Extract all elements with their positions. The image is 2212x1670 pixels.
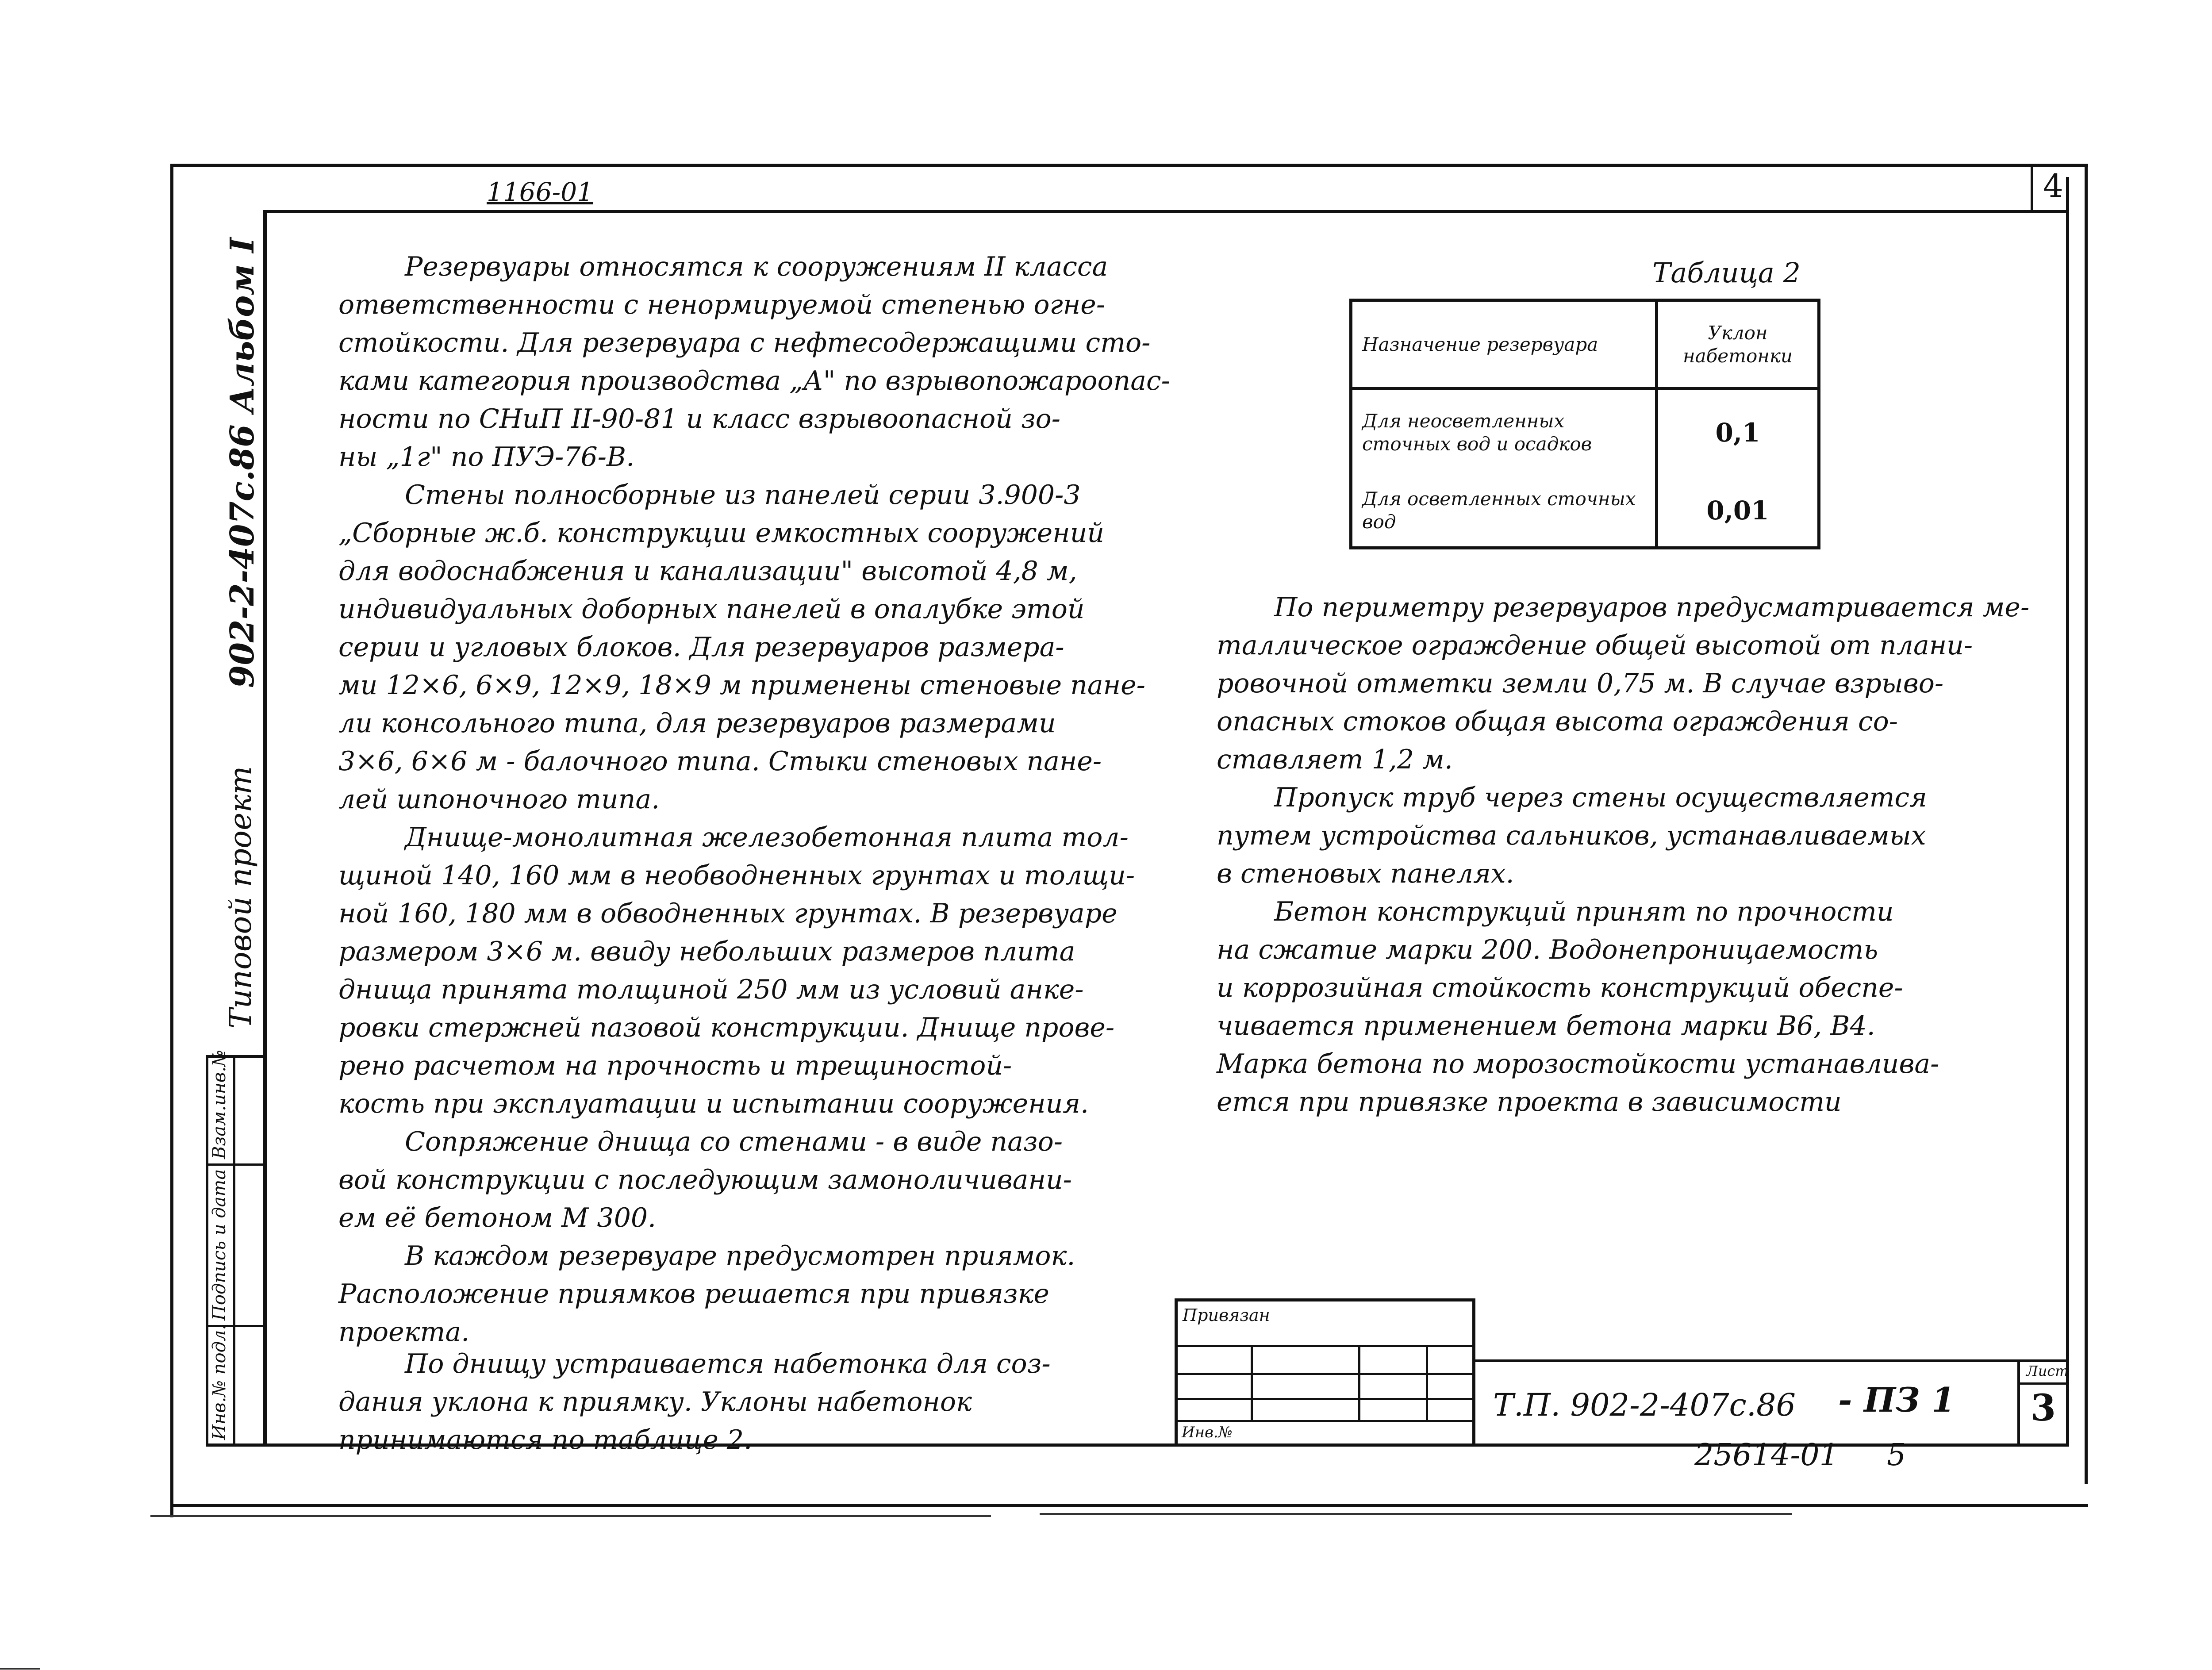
sheet-label: Лист xyxy=(2026,1363,2069,1379)
outer-frame-left xyxy=(170,164,173,1517)
scan-mark xyxy=(1040,1513,1792,1515)
scan-mark xyxy=(0,1668,40,1670)
side-stamp xyxy=(206,1050,263,1444)
inner-frame-right xyxy=(2066,177,2069,1447)
side-stamp-signature: Подпись и дата xyxy=(209,1169,230,1321)
table-row-slope: 0,01 xyxy=(1657,475,1819,548)
binding-label: Привязан xyxy=(1183,1305,1270,1325)
side-stamp-replace: Взам.инв.№ xyxy=(209,1050,230,1159)
table-row-purpose: Для неосветленных сточных вод и осадков xyxy=(1351,389,1657,475)
right-paragraph-3: Бетон конструкций принят по прочности на сжатие марки 200. Водонепроницаемость и коррозийная стойкость конструкций обеспе- чивается применением бетона марки В6, В4. Марка бетона по морозостойкости устанавлива- ется при привязке проекта в зависимости xyxy=(1217,896,1939,1117)
right-paragraph-1: По периметру резервуаров предусматривается ме- таллическое ограждение общей высотой от плани- ровочной отметки земли 0,75 м. В случае взрыво- опасных стоков общая высота ограждения со- ставляет 1,2 м. xyxy=(1217,592,2030,775)
table-row xyxy=(1351,389,1819,475)
album-label: 902-2-407с.86 Альбом I xyxy=(223,237,261,688)
section-code: - ПЗ 1 xyxy=(1838,1380,1955,1420)
table-header-slope: Уклон набетонки xyxy=(1657,300,1819,389)
left-paragraph-3: Днище-монолитная железобетонная плита тол- щиной 140, 160 мм в необводненных грунтах и толщи- ной 160, 180 мм в обводненных грунтах. В резервуаре размером 3×6 м. ввиду небольших размеров плита днища принята толщиной 250 мм из условий анке- ровки стержней пазовой конструкции. Днище прове- рено расчетом на прочность и трещиностой- кость при эксплуатации и испытании сооружения. xyxy=(338,822,1135,1119)
outer-frame-bottom xyxy=(170,1504,2088,1507)
table-header-row xyxy=(1351,300,1819,389)
left-paragraph-5: В каждом резервуаре предусмотрен приямок. Расположение приямков решается при привязке проекта. xyxy=(338,1240,1075,1348)
inv-label: Инв.№ xyxy=(1182,1424,1233,1441)
scan-mark xyxy=(150,1515,991,1517)
title-block xyxy=(1175,1298,2068,1447)
table-row-slope: 0,1 xyxy=(1657,389,1819,475)
top-number: 1166-01 xyxy=(487,177,594,207)
corner-box-left xyxy=(2031,166,2033,210)
table-row-purpose: Для осветленных сточных вод xyxy=(1351,475,1657,548)
bottom-code: 25614-01 xyxy=(1694,1438,1839,1473)
left-paragraph-1: Резервуары относятся к сооружениям II класса ответственности с ненормируемой степенью огне- стойкости. Для резервуара с нефтесодержащими сто- ками категория производства „А" по взрывопожароопас- ности по СНиП II-90-81 и класс взрывоопасной зо- ны „1г" по ПУЭ-76-В. xyxy=(338,251,1170,472)
left-paragraph-2: Стены полносборные из панелей серии 3.900-3 „Сборные ж.б. конструкции емкостных сооружений для водоснабжения и канализации" высотой 4,8 м, индивидуальных доборных панелей в опалубке этой серии и угловых блоков. Для резервуаров размера- ми 12×6, 6×9, 12×9, 18×9 м применены стеновые пане- ли консольного типа, для резервуаров размерами 3×6, 6×6 м - балочного типа. Стыки стеновых пане- лей шпоночного типа. xyxy=(338,480,1145,815)
inner-frame-left xyxy=(263,210,267,1447)
project-label: Типовой проект xyxy=(223,766,258,1029)
corner-page-number: 4 xyxy=(2043,167,2063,204)
sheet-number: 3 xyxy=(2031,1387,2056,1429)
document-code: Т.П. 902-2-407с.86 xyxy=(1493,1387,1796,1423)
table-row xyxy=(1351,475,1819,548)
side-stamp-inv: Инв.№ подл. xyxy=(209,1324,230,1440)
slope-table xyxy=(1349,299,1820,549)
left-paragraph-4: Сопряжение днища со стенами - в виде пазо- вой конструкции с последующим замоноличивани- ем её бетоном М 300. xyxy=(338,1126,1072,1233)
right-paragraph-2: Пропуск труб через стены осуществляется путем устройства сальников, устанавливаемых в стеновых панелях. xyxy=(1217,782,1927,889)
left-paragraph-6: По днищу устраивается набетонка для соз- дания уклона к приямку. Уклоны набетонок принимаются по таблице 2. xyxy=(338,1348,1051,1455)
table-header-purpose: Назначение резервуара xyxy=(1351,300,1657,389)
table-caption: Таблица 2 xyxy=(1652,257,1801,289)
bottom-page: 5 xyxy=(1887,1438,1906,1473)
outer-frame-top xyxy=(170,164,2088,167)
inner-frame-top xyxy=(263,210,2068,213)
outer-frame-right xyxy=(2085,164,2088,1484)
